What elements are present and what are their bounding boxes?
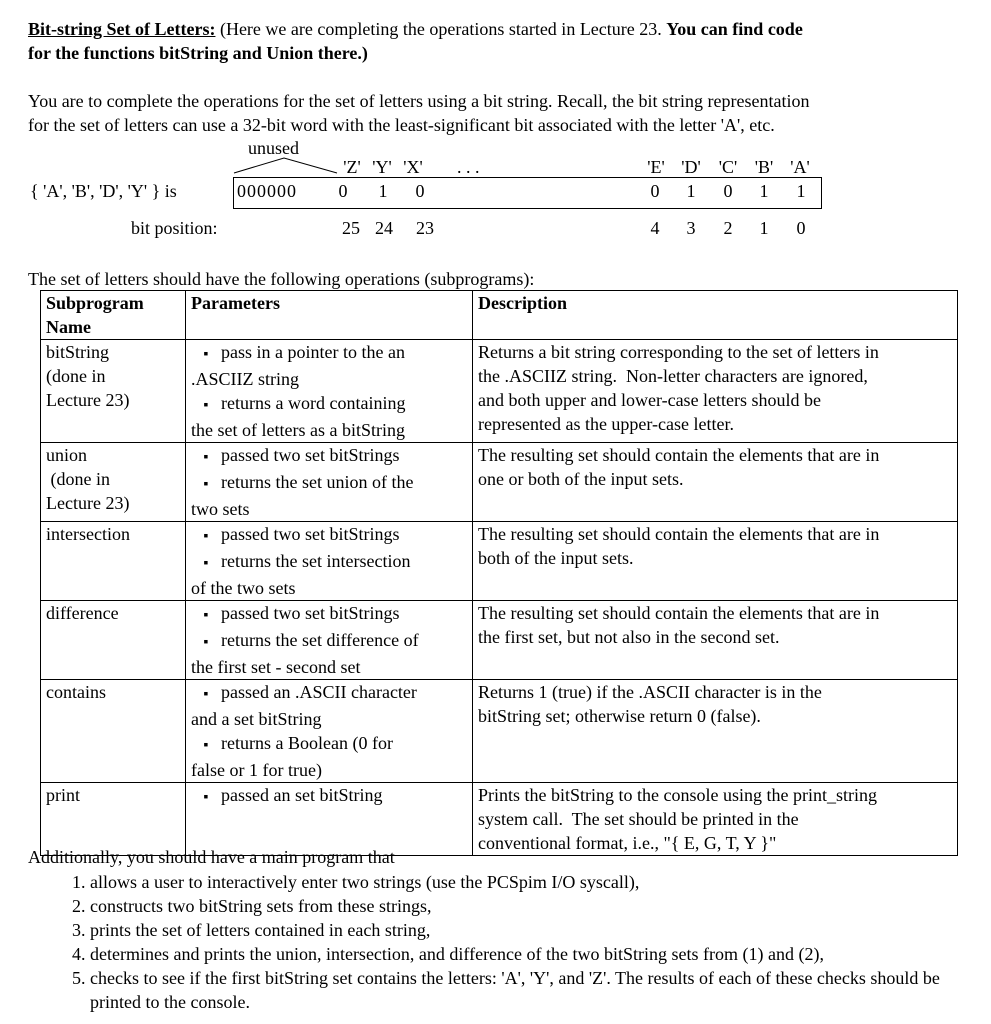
parameter-text: false or 1 for true) <box>191 760 322 780</box>
intro-bold-1: You can find code <box>666 19 803 39</box>
table-header-row <box>41 291 958 340</box>
parameter-text: two sets <box>191 499 250 519</box>
parameter-text: passed an set bitString <box>221 785 383 805</box>
description-cell <box>473 601 958 680</box>
description-line: The resulting set should contain the elements that are in <box>478 524 880 544</box>
subprogram-name-line: union <box>46 445 88 465</box>
description-line: and both upper and lower-case letters should be <box>478 390 822 410</box>
table-row <box>41 601 958 680</box>
parameter-bullet-item <box>191 549 468 576</box>
bit-1: 1 <box>759 181 769 201</box>
main-list-item: 3. prints the set of letters contained in each string, <box>90 918 990 942</box>
bit-23: 0 <box>415 181 425 201</box>
main-list-item: 5. checks to see if the first bitString set contains the letters: 'A', 'Y', and 'Z'. The results of each of these checks should be printed to the console. <box>90 966 990 1014</box>
description-line: the .ASCIIZ string. Non-letter characters are ignored, <box>478 366 868 386</box>
parameter-text: passed two set bitStrings <box>221 603 400 623</box>
bit-24: 1 <box>378 181 388 201</box>
parameter-bullet-item <box>191 601 468 628</box>
parameter-bullet-item <box>191 522 468 549</box>
description-cell <box>473 443 958 522</box>
parameter-bullet-item <box>191 783 468 810</box>
position-label: bit position: <box>131 218 218 238</box>
description-line: The resulting set should contain the elements that are in <box>478 603 880 623</box>
set-label: { 'A', 'B', 'D', 'Y' } is <box>30 181 177 201</box>
unused-bits: 000000 <box>237 181 297 201</box>
subprogram-name-line: difference <box>46 603 119 623</box>
intro-plain: (Here we are completing the operations started in Lecture 23. <box>215 19 667 39</box>
letter-z: 'Z' <box>343 157 361 177</box>
description-line: both of the input sets. <box>478 548 634 568</box>
table-row <box>41 522 958 601</box>
parameter-text: of the two sets <box>191 578 296 598</box>
parameter-bullet-item <box>191 443 468 470</box>
description-cell <box>473 680 958 783</box>
paragraph-line-1: You are to complete the operations for the set of letters using a bit string. Recall, the bit string representation <box>28 91 810 111</box>
parameter-text: returns the set union of the <box>221 472 414 492</box>
letter-d: 'D' <box>681 157 701 177</box>
description-line: Prints the bitString to the console using the print_string <box>478 785 877 805</box>
bit-3: 1 <box>686 181 696 201</box>
parameter-bullet-item <box>191 391 468 418</box>
parameter-text: the set of letters as a bitString <box>191 420 405 440</box>
pos-3: 3 <box>686 218 696 238</box>
main-list-item: 1. allows a user to interactively enter two strings (use the PCSpim I/O syscall), <box>90 870 990 894</box>
description-line: conventional format, i.e., "{ E, G, T, Y }" <box>478 833 777 853</box>
parameter-bullet-item <box>191 340 468 367</box>
parameter-continuation <box>191 576 468 600</box>
parameter-text: passed an .ASCII character <box>221 682 417 702</box>
unused-bracket <box>232 155 342 177</box>
description-line: one or both of the input sets. <box>478 469 684 489</box>
description-cell <box>473 783 958 856</box>
subprogram-name-line: print <box>46 785 80 805</box>
subprogram-name-line: Lecture 23) <box>46 493 130 513</box>
description-line: bitString set; otherwise return 0 (false). <box>478 706 761 726</box>
header-description: Description <box>473 291 958 340</box>
subprogram-name-line: bitString <box>46 342 110 362</box>
parameter-continuation <box>191 418 468 442</box>
subprogram-name-line: Lecture 23) <box>46 390 130 410</box>
main-list-item: 2. constructs two bitString sets from these strings, <box>90 894 990 918</box>
parameter-bullet-item <box>191 680 468 707</box>
parameters-cell <box>186 340 473 443</box>
description-line: system call. The set should be printed in the <box>478 809 799 829</box>
header-parameters: Parameters <box>186 291 473 340</box>
subprogram-name-line: intersection <box>46 524 130 544</box>
parameter-continuation <box>191 655 468 679</box>
parameter-text: passed two set bitStrings <box>221 445 400 465</box>
description-line: Returns a bit string corresponding to the set of letters in <box>478 342 879 362</box>
parameter-text: passed two set bitStrings <box>221 524 400 544</box>
table-row <box>41 443 958 522</box>
page-title: Bit-string Set of Letters: <box>28 19 216 39</box>
parameter-bullet-item <box>191 731 468 758</box>
parameter-text: returns a word containing <box>221 393 406 413</box>
header-line-1 <box>28 17 803 41</box>
description-cell <box>473 522 958 601</box>
parameter-text: the first set - second set <box>191 657 361 677</box>
parameters-cell <box>186 522 473 601</box>
bit-2: 0 <box>723 181 733 201</box>
parameter-text: .ASCIIZ string <box>191 369 299 389</box>
subprogram-name-line: (done in <box>46 469 110 489</box>
table-intro: The set of letters should have the following operations (subprograms): <box>28 269 535 289</box>
parameter-text: returns the set intersection <box>221 551 411 571</box>
letter-a: 'A' <box>790 157 810 177</box>
operations-table <box>40 290 958 856</box>
parameter-continuation <box>191 497 468 521</box>
parameters-cell <box>186 680 473 783</box>
parameter-continuation <box>191 707 468 731</box>
pos-0: 0 <box>796 218 806 238</box>
pos-2: 2 <box>723 218 733 238</box>
subprogram-name-cell <box>41 443 186 522</box>
letter-y: 'Y' <box>372 157 392 177</box>
parameter-text: returns a Boolean (0 for <box>221 733 393 753</box>
description-line: Returns 1 (true) if the .ASCII character is in the <box>478 682 822 702</box>
table-row <box>41 340 958 443</box>
subprogram-name-cell <box>41 601 186 680</box>
pos-23: 23 <box>416 218 434 238</box>
parameter-continuation <box>191 367 468 391</box>
parameter-bullet-item <box>191 470 468 497</box>
pos-25: 25 <box>342 218 360 238</box>
ellipsis: . . . <box>457 157 480 177</box>
description-line: represented as the upper-case letter. <box>478 414 735 434</box>
description-cell <box>473 340 958 443</box>
bit-4: 0 <box>650 181 660 201</box>
pos-4: 4 <box>650 218 660 238</box>
bit-0: 1 <box>796 181 806 201</box>
parameter-continuation <box>191 758 468 782</box>
unused-label: unused <box>248 138 299 158</box>
parameters-cell <box>186 601 473 680</box>
bit-25: 0 <box>338 181 348 201</box>
parameter-text: pass in a pointer to the an <box>221 342 405 362</box>
pos-1: 1 <box>759 218 769 238</box>
header-subprogram: Subprogram Name <box>41 291 186 340</box>
subprogram-name-line: (done in <box>46 366 106 386</box>
pos-24: 24 <box>375 218 393 238</box>
parameters-cell <box>186 443 473 522</box>
subprogram-name-line: contains <box>46 682 106 702</box>
main-list-item: 4. determines and prints the union, intersection, and difference of the two bitString sets from (1) and (2), <box>90 942 990 966</box>
main-requirements-list <box>50 870 990 1014</box>
subprogram-name-cell <box>41 340 186 443</box>
description-line: The resulting set should contain the elements that are in <box>478 445 880 465</box>
letter-e: 'E' <box>647 157 665 177</box>
parameter-text: and a set bitString <box>191 709 322 729</box>
main-intro: Additionally, you should have a main program that <box>28 847 395 867</box>
intro-bold-2: for the functions bitString and Union there.) <box>28 43 368 63</box>
letter-b: 'B' <box>754 157 774 177</box>
parameter-bullet-item <box>191 628 468 655</box>
subprogram-name-cell <box>41 522 186 601</box>
description-line: the first set, but not also in the second set. <box>478 627 780 647</box>
parameter-text: returns the set difference of <box>221 630 419 650</box>
letter-c: 'C' <box>718 157 738 177</box>
paragraph-line-2: for the set of letters can use a 32-bit word with the least-significant bit associated with the letter 'A', etc. <box>28 115 775 135</box>
letter-x: 'X' <box>403 157 423 177</box>
table-row <box>41 680 958 783</box>
subprogram-name-cell <box>41 680 186 783</box>
